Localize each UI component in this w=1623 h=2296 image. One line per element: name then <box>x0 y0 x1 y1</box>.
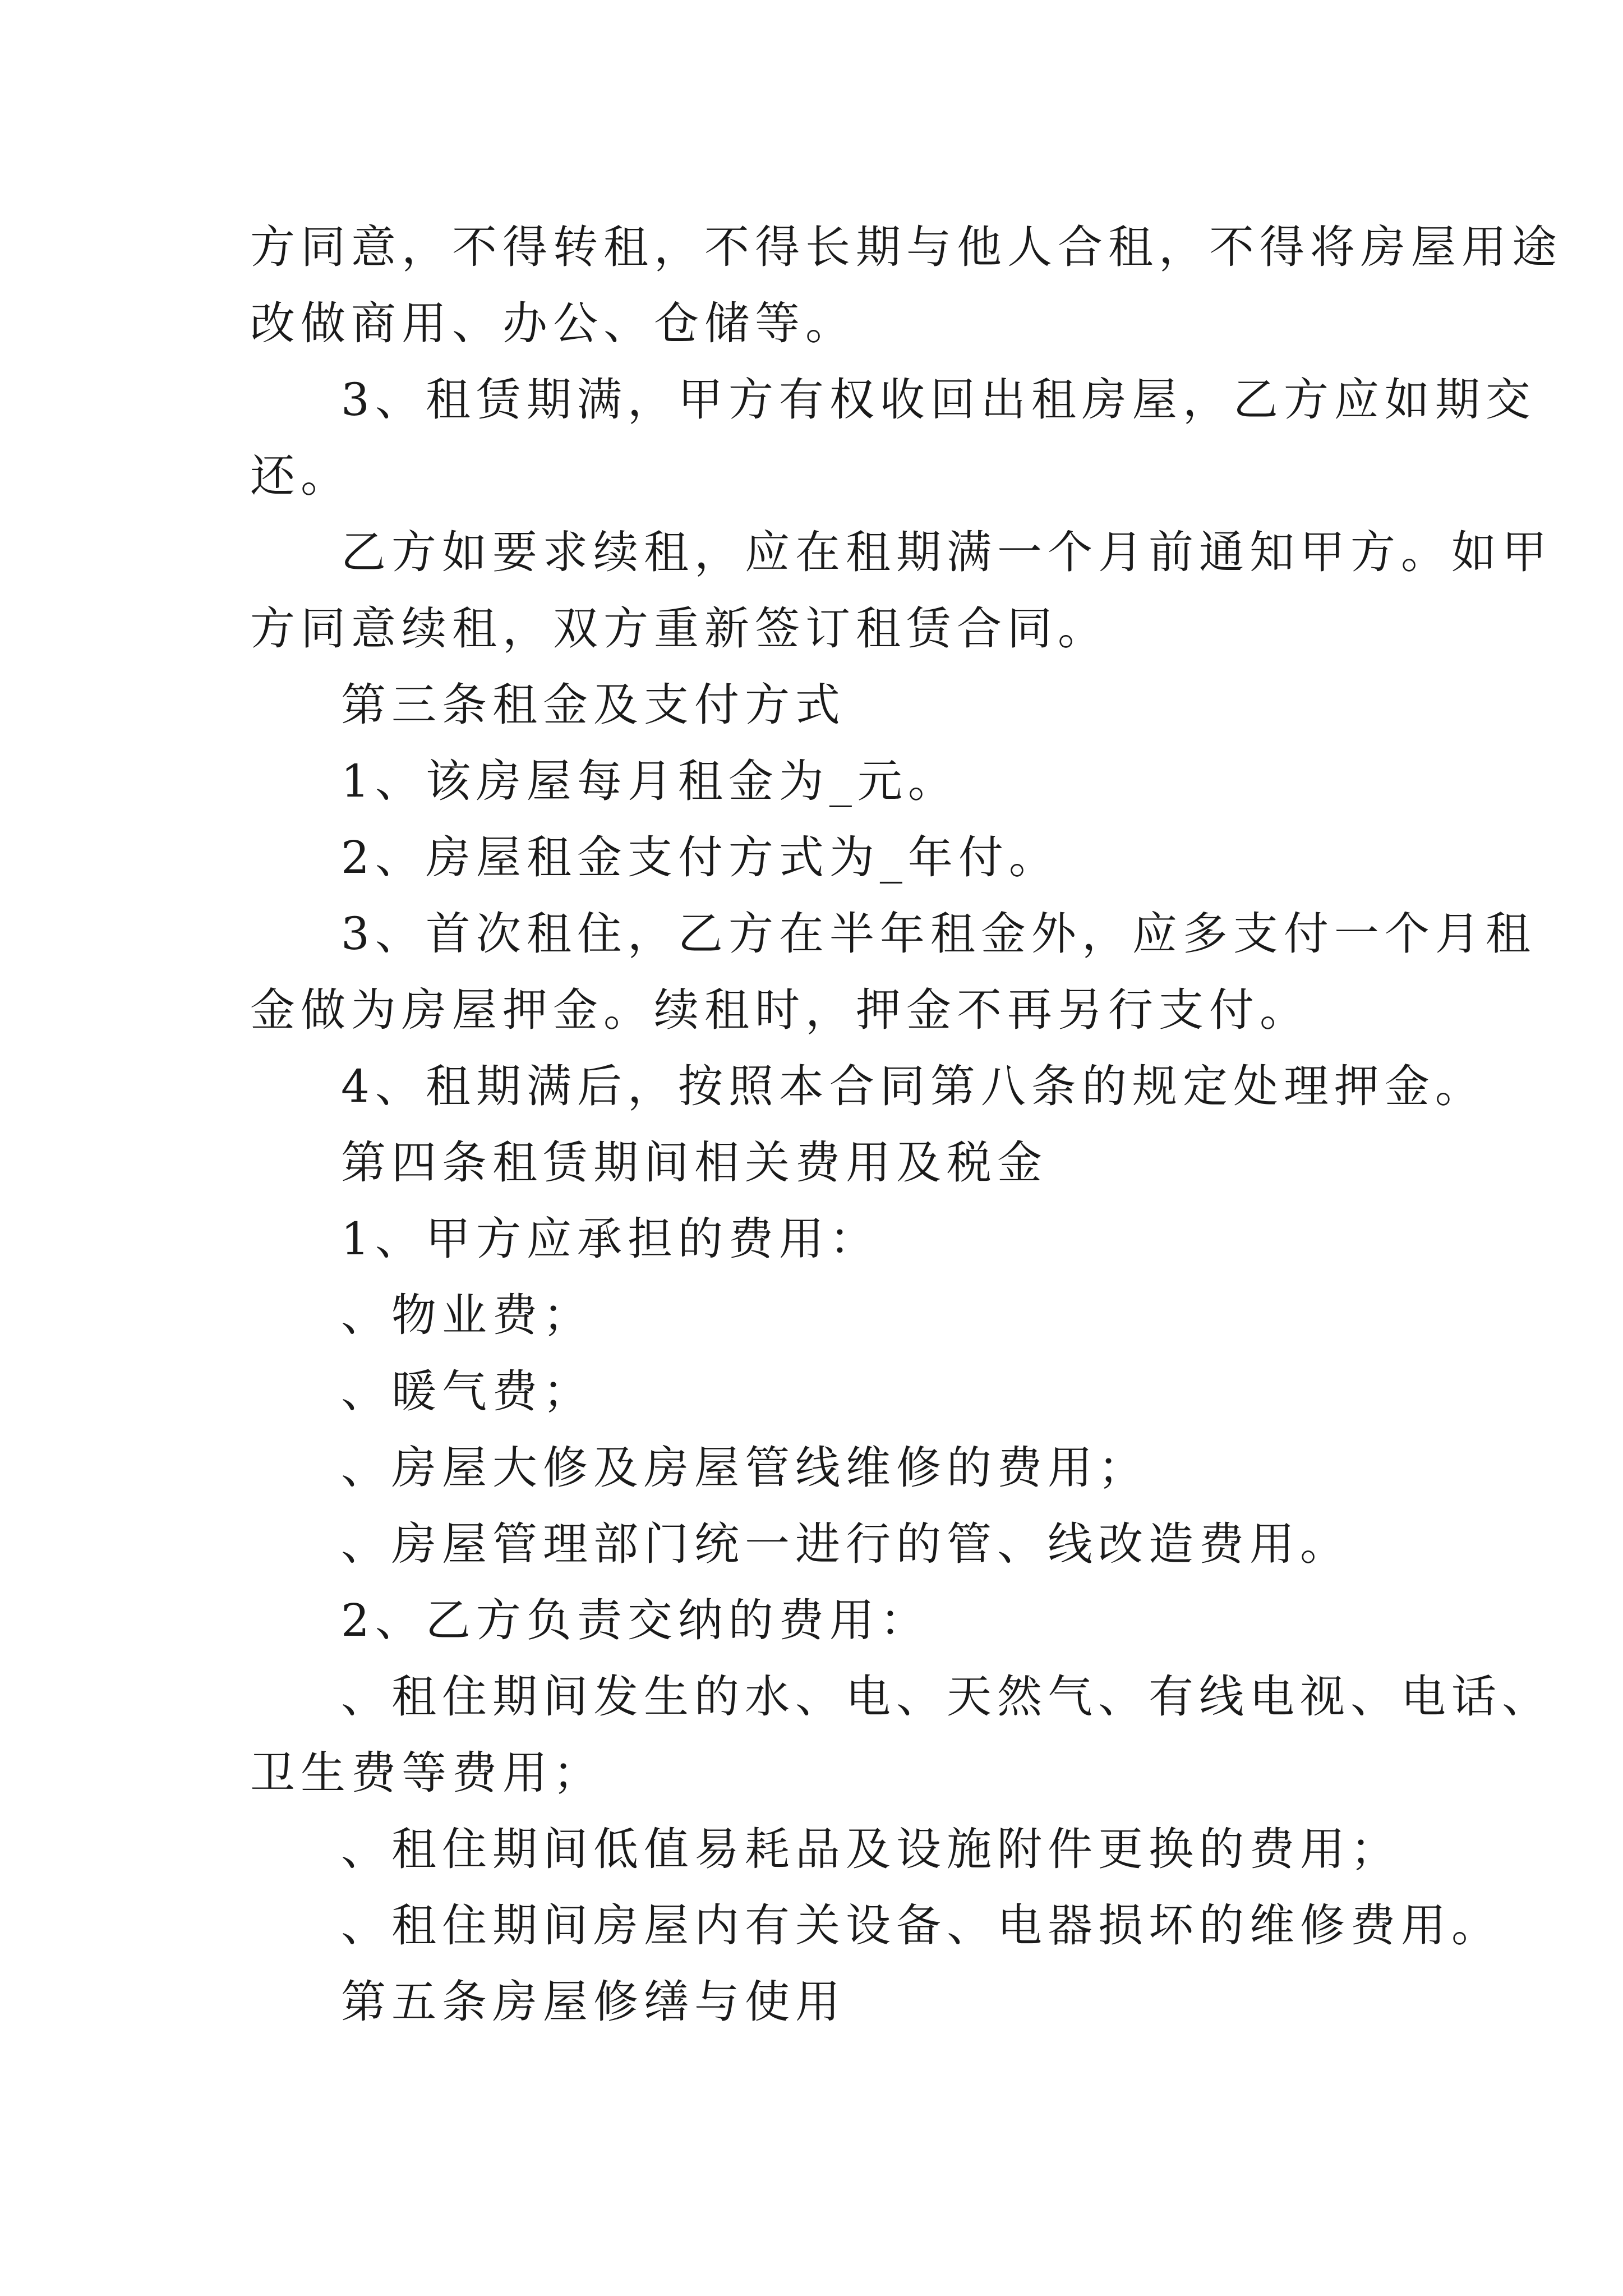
document-body <box>250 209 1562 2040</box>
text-line: 1、甲方应承担的费用： <box>341 1213 880 1265</box>
list-item: 、租住期间发生的水、电、天然气、有线电视、电话、 <box>341 1671 1552 1723</box>
text-line: 3、租赁期满，甲方有权收回出租房屋，乙方应如期交 <box>341 374 1536 426</box>
text-line: 2、房屋租金支付方式为_年付。 <box>341 831 1059 884</box>
list-item: 、租住期间房屋内有关设备、电器损坏的维修费用。 <box>341 1899 1502 1952</box>
section-heading: 第四条租赁期间相关费用及税金 <box>341 1137 1048 1189</box>
text-line: 乙方如要求续租，应在租期满一个月前通知甲方。如甲 <box>341 526 1552 578</box>
text-line: 卫生费等费用； <box>250 1747 603 1799</box>
text-line: 1、该房屋每月租金为_元。 <box>341 755 958 807</box>
text-line: 2、乙方负责交纳的费用： <box>341 1594 930 1646</box>
list-item: 、物业费； <box>341 1289 593 1341</box>
list-item: 、暖气费； <box>341 1365 593 1418</box>
text-line: 方同意续租，双方重新签订租赁合同。 <box>250 602 1108 655</box>
text-line: 改做商用、办公、仓储等。 <box>250 297 856 349</box>
list-item: 、房屋管理部门统一进行的管、线改造费用。 <box>341 1518 1350 1570</box>
text-line: 3、首次租住，乙方在半年租金外，应多支付一个月租 <box>341 908 1536 960</box>
text-line: 4、租期满后，按照本合同第八条的规定处理押金。 <box>341 1060 1486 1112</box>
section-heading: 第三条租金及支付方式 <box>341 679 846 731</box>
section-heading: 第五条房屋修缮与使用 <box>341 1976 846 2028</box>
text-line: 还。 <box>250 450 351 502</box>
text-line: 金做为房屋押金。续租时，押金不再另行支付。 <box>250 984 1310 1036</box>
text-line: 方同意，不得转租，不得长期与他人合租，不得将房屋用途 <box>250 221 1562 273</box>
list-item: 、租住期间低值易耗品及设施附件更换的费用； <box>341 1823 1401 1875</box>
list-item: 、房屋大修及房屋管线维修的费用； <box>341 1442 1149 1494</box>
